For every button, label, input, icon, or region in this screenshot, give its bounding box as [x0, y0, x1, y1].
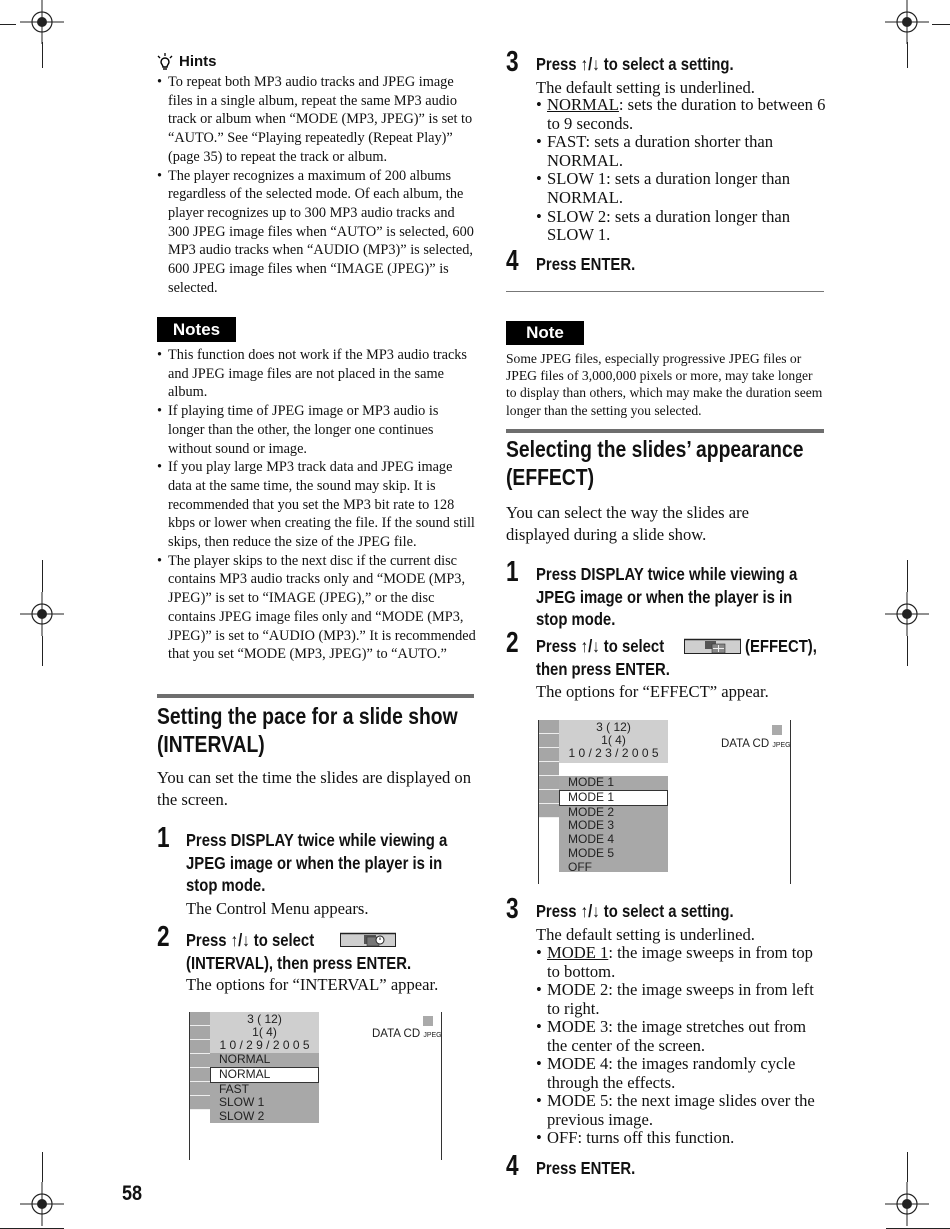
crop-mark — [42, 42, 43, 68]
crop-mark — [42, 560, 43, 592]
disc-type: DATA CD JPEG — [721, 738, 791, 750]
step-heading: Press DISPLAY twice while viewing a JPEG image or when the player is in stop mode. — [186, 830, 448, 895]
list-item: • The player recognizes a maximum of 200 albums regardless of the selected mode. Of each album, the player recognizes up to 300 MP3 audio tracks and 300 JPEG image files when “AUTO” is selected, 600 MP3 audio tracks when “AUDIO (MP3)” is selected, 600 JPEG image files when “IMAGE (JPEG)” is selected. — [157, 167, 477, 298]
crop-mark — [907, 1152, 908, 1182]
interval-intro: You can set the time the slides are displayed on the screen. — [157, 768, 471, 809]
step-number: 3 — [506, 46, 519, 78]
menu-info — [559, 720, 668, 763]
step-body: The default setting is underlined. — [536, 925, 755, 944]
step-number: 4 — [506, 245, 519, 277]
menu-info-line: 1 0 / 2 9 / 2 0 0 5 — [219, 1038, 310, 1052]
menu-info-line: 1( 4) — [252, 1025, 277, 1039]
step-heading: Press ↑/↓ to select — [536, 636, 665, 656]
menu-options — [559, 776, 668, 872]
hints-section — [157, 52, 477, 297]
crop-mark — [0, 24, 16, 25]
crop-mark — [42, 1152, 43, 1182]
step-number: 4 — [506, 1150, 519, 1182]
menu-info-line: 3 ( 12) — [247, 1012, 282, 1026]
crop-mark — [42, 636, 43, 666]
step-body: The default setting is underlined. — [536, 78, 755, 97]
interval-icon — [340, 930, 396, 947]
note-label: Note — [506, 321, 584, 345]
section-divider — [506, 429, 824, 433]
step-body: The options for “EFFECT” appear. — [536, 682, 769, 701]
list-item: • MODE 4: the images randomly cycle through the effects. — [536, 1055, 828, 1092]
hints-list — [157, 73, 477, 297]
menu-option[interactable]: OFF — [568, 859, 592, 874]
list-item: • SLOW 1: sets a duration longer than NORMAL. — [536, 170, 826, 207]
section-divider — [506, 291, 824, 292]
list-item: • SLOW 2: sets a duration longer than SLOW 1. — [536, 208, 826, 245]
list-item: • MODE 1: the image sweeps in from top to bottom. — [536, 944, 828, 981]
interval-options-list — [536, 96, 826, 245]
menu-option[interactable]: MODE 2 — [568, 804, 615, 819]
step-heading: Press ↑/↓ to select a setting. — [536, 901, 734, 921]
list-item: • MODE 5: the next image slides over the previous image. — [536, 1092, 828, 1129]
notes-label: Notes — [157, 317, 236, 342]
list-item: • MODE 2: the image sweeps in from left to right. — [536, 981, 828, 1018]
menu-option[interactable]: MODE 4 — [568, 832, 615, 847]
effect-title-line2: (EFFECT) — [506, 464, 595, 490]
interval-title-line2: (INTERVAL) — [157, 731, 265, 757]
list-item: • FAST: sets a duration shorter than NORMAL. — [536, 133, 826, 170]
effect-icon — [684, 636, 741, 654]
effect-icon-box — [684, 636, 741, 654]
crop-mark — [907, 42, 908, 68]
list-item: • NORMAL: sets the duration to between 6 to 9 seconds. — [536, 96, 826, 133]
menu-current-value: NORMAL — [219, 1052, 271, 1066]
effect-control-menu — [538, 720, 791, 884]
menu-option[interactable]: SLOW 1 — [219, 1095, 265, 1110]
list-item: • OFF: turns off this function. — [536, 1129, 828, 1148]
menu-info-line: 1( 4) — [601, 733, 626, 747]
step-number: 3 — [506, 893, 519, 925]
menu-square-icon — [423, 1016, 433, 1026]
menu-option[interactable]: MODE 5 — [568, 845, 615, 860]
menu-icon-column — [190, 1012, 210, 1110]
notes-section — [157, 346, 477, 664]
step-heading: (INTERVAL), then press ENTER. — [186, 953, 412, 973]
step-body: The options for “INTERVAL” appear. — [186, 975, 439, 994]
crop-mark — [907, 560, 908, 592]
interval-icon-box — [340, 930, 396, 947]
interval-control-menu — [189, 1012, 442, 1160]
registration-mark-icon — [20, 0, 64, 44]
list-item: • If playing time of JPEG image or MP3 audio is longer than the other, the longer one continues without sound or image. — [157, 402, 477, 458]
step-heading: Press DISPLAY twice while viewing a JPEG image or when the player is in stop mode. — [536, 564, 798, 629]
step-number: 1 — [506, 556, 519, 588]
note-text: Some JPEG files, especially progressive JPEG files or JPEG files of 3,000,000 pixels or more, may take longer to display than others, which may make the duration seem longer than the setting you selected. — [506, 351, 823, 418]
page-number: 58 — [122, 1182, 143, 1205]
registration-mark-icon — [885, 1182, 929, 1226]
list-item: • MODE 3: the image stretches out from the center of the screen. — [536, 1018, 828, 1055]
registration-mark-icon — [20, 592, 64, 636]
crop-mark — [907, 636, 908, 666]
step-heading: Press ENTER. — [536, 254, 636, 274]
step-heading: then press ENTER. — [536, 659, 670, 679]
menu-square-icon — [772, 725, 782, 735]
menu-option[interactable]: FAST — [219, 1081, 250, 1096]
menu-info — [210, 1012, 319, 1054]
menu-option-selected[interactable]: NORMAL — [210, 1067, 319, 1083]
menu-options — [210, 1053, 319, 1123]
lightbulb-icon — [157, 53, 173, 71]
list-item: • This function does not work if the MP3 audio tracks and JPEG image files are not placed in the same album. — [157, 346, 477, 402]
hints-title: Hints — [179, 53, 217, 70]
registration-mark-icon — [20, 1182, 64, 1226]
step-heading: (EFFECT), — [745, 636, 817, 656]
step-number: 1 — [157, 822, 170, 854]
registration-mark-icon — [885, 592, 929, 636]
list-item: • To repeat both MP3 audio tracks and JPEG image files in a single album, repeat the same MP3 audio track or album when “MODE (MP3, JPEG)” is set to “AUTO.” See “Playing repeatedly (Repeat Play)” (page 35) to repeat the track or album. — [157, 73, 477, 167]
section-divider — [157, 694, 474, 698]
menu-option-selected[interactable]: MODE 1 — [559, 790, 668, 806]
step-heading: Press ↑/↓ to select a setting. — [536, 54, 734, 74]
disc-type: DATA CD JPEG — [372, 1028, 442, 1040]
notes-list — [157, 346, 477, 664]
menu-info-line: 1 0 / 2 3 / 2 0 0 5 — [568, 746, 659, 760]
effect-title-line1: Selecting the slides’ appearance — [506, 436, 804, 462]
step-body: The Control Menu appears. — [186, 899, 369, 918]
menu-option[interactable]: SLOW 2 — [219, 1109, 265, 1124]
menu-info-line: 3 ( 12) — [596, 720, 631, 734]
menu-current-value: MODE 1 — [568, 775, 615, 789]
effect-intro: You can select the way the slides are displayed during a slide show. — [506, 503, 749, 544]
step-heading: Press ↑/↓ to select — [186, 930, 315, 950]
crop-mark — [932, 24, 950, 25]
step-heading: Press ENTER. — [536, 1158, 636, 1178]
effect-options-list — [536, 944, 828, 1148]
list-item: • The player skips to the next disc if the current disc contains MP3 audio tracks only and “MODE (MP3, JPEG)” is set to “IMAGE (JPEG),” or the disc contains JPEG image files only and “MODE (MP3, JPEG)” is set to “AUDIO (MP3).” It is recommended that you set “MODE (MP3, JPEG)” to “AUTO.” — [157, 552, 477, 664]
step-number: 2 — [157, 921, 170, 953]
menu-option[interactable]: MODE 3 — [568, 818, 615, 833]
step-number: 2 — [506, 627, 519, 659]
list-item: • If you play large MP3 track data and JPEG image data at the same time, the sound may skip. It is recommended that you set the MP3 bit rate to 128 kbps or lower when creating the file. If the sound still skips, then reduce the size of the JPEG file. — [157, 458, 477, 552]
menu-icon-column — [539, 720, 559, 818]
registration-mark-icon — [885, 0, 929, 44]
interval-title-line1: Setting the pace for a slide show — [157, 703, 458, 729]
